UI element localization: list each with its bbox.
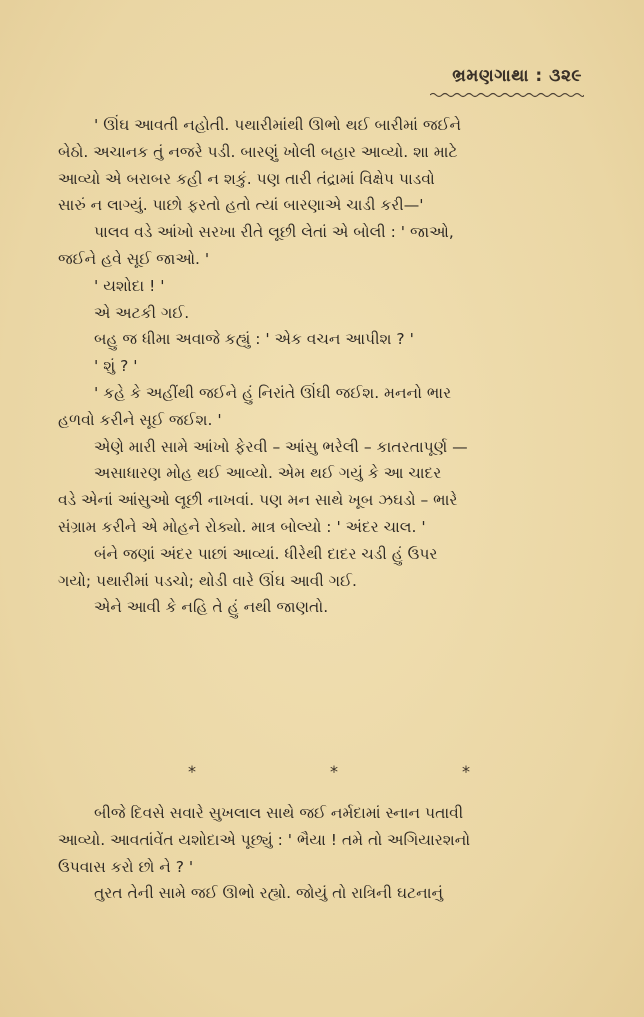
text-line: બેઠો. અચાનક તું નજરે પડી. બારણું ખોલી બહાર આવ્યો. શા માટે <box>58 142 458 161</box>
header-wavy-rule <box>430 92 584 98</box>
text-line: ' શું ? ' <box>94 357 138 376</box>
text-line: વડે એનાં આંસુઓ લૂછી નાખવાં. પણ મન સાથે ખૂબ ઝઘડો – ભારે <box>58 491 458 510</box>
text-line: સંગ્રામ કરીને એ મોહને રોક્યો. માત્ર બોલ્યો : ' અંદર ચાલ. ' <box>58 517 426 536</box>
text-line: બહુ જ ધીમા અવાજે કહ્યું : ' એક વચન આપીશ ? ' <box>94 330 414 349</box>
text-line: સારું ન લાગ્યું. પાછો ફરતો હતો ત્યાં બારણાએ ચાડી કરી—' <box>58 196 424 215</box>
text-line: તુરત તેની સામે જઈ ઊભો રહ્યો. જોયું તો રાત્રિની ઘટનાનું <box>94 884 444 903</box>
separator-star: * <box>188 762 196 781</box>
text-line: બંને જણાં અંદર પાછાં આવ્યાં. ધીરેથી દાદર ચડી હું ઉપર <box>94 544 438 563</box>
section-separator <box>0 762 644 782</box>
section-one-text <box>58 112 598 621</box>
text-line: આવ્યો. આવતાંવેંત યશોદાએ પૂછ્યું : ' ભૈયા ! તમે તો અગિયારશનો <box>58 830 471 849</box>
text-line: અસાધારણ મોહ થઈ આવ્યો. એમ થઈ ગયું કે આ ચાદર <box>94 464 442 483</box>
text-line: ' ઊંઘ આવતી નહોતી. પથારીમાંથી ઊભો થઈ બારીમાં જઈને <box>94 116 462 134</box>
section-two-text <box>58 800 598 907</box>
separator-star: * <box>462 762 470 781</box>
text-line: એને આવી કે નહિ તે હું નથી જાણતો. <box>94 598 329 617</box>
text-line: પાલવ વડે આંખો સરખા રીતે લૂછી લેતાં એ બોલી : ' જાઓ, <box>94 223 454 242</box>
text-line: એણે મારી સામે આંખો ફેરવી – આંસુ ભરેલી – કાતરતાપૂર્ણ — <box>94 437 468 456</box>
text-line: હળવો કરીને સૂઈ જઈશ. ' <box>58 410 222 429</box>
text-line: ' કહે કે અહીંથી જઈને હું નિરાંતે ઊંઘી જઈશ. મનનો ભાર <box>94 383 452 402</box>
text-line: બીજે દિવસે સવારે સુખલાલ સાથે જઈ નર્મદામાં સ્નાન પતાવી <box>94 804 464 822</box>
text-line: જઈને હવે સૂઈ જાઓ. ' <box>58 249 210 268</box>
text-line: આવ્યો એ બરાબર કહી ન શકું. પણ તારી તંદ્રામાં વિક્ષેપ પાડવો <box>58 169 435 188</box>
text-line: ' યશોદા ! ' <box>94 276 165 295</box>
text-line: એ અટકી ગઈ. <box>94 303 190 322</box>
text-line: ગયો; પથારીમાં પડચો; થોડી વારે ઊંઘ આવી ગઈ. <box>58 571 357 590</box>
text-line: ઉપવાસ કરો છો ને ? ' <box>58 857 194 876</box>
separator-star: * <box>330 762 338 781</box>
running-header: ભ્રમણગાથા : ૩૨૯ <box>452 66 582 86</box>
